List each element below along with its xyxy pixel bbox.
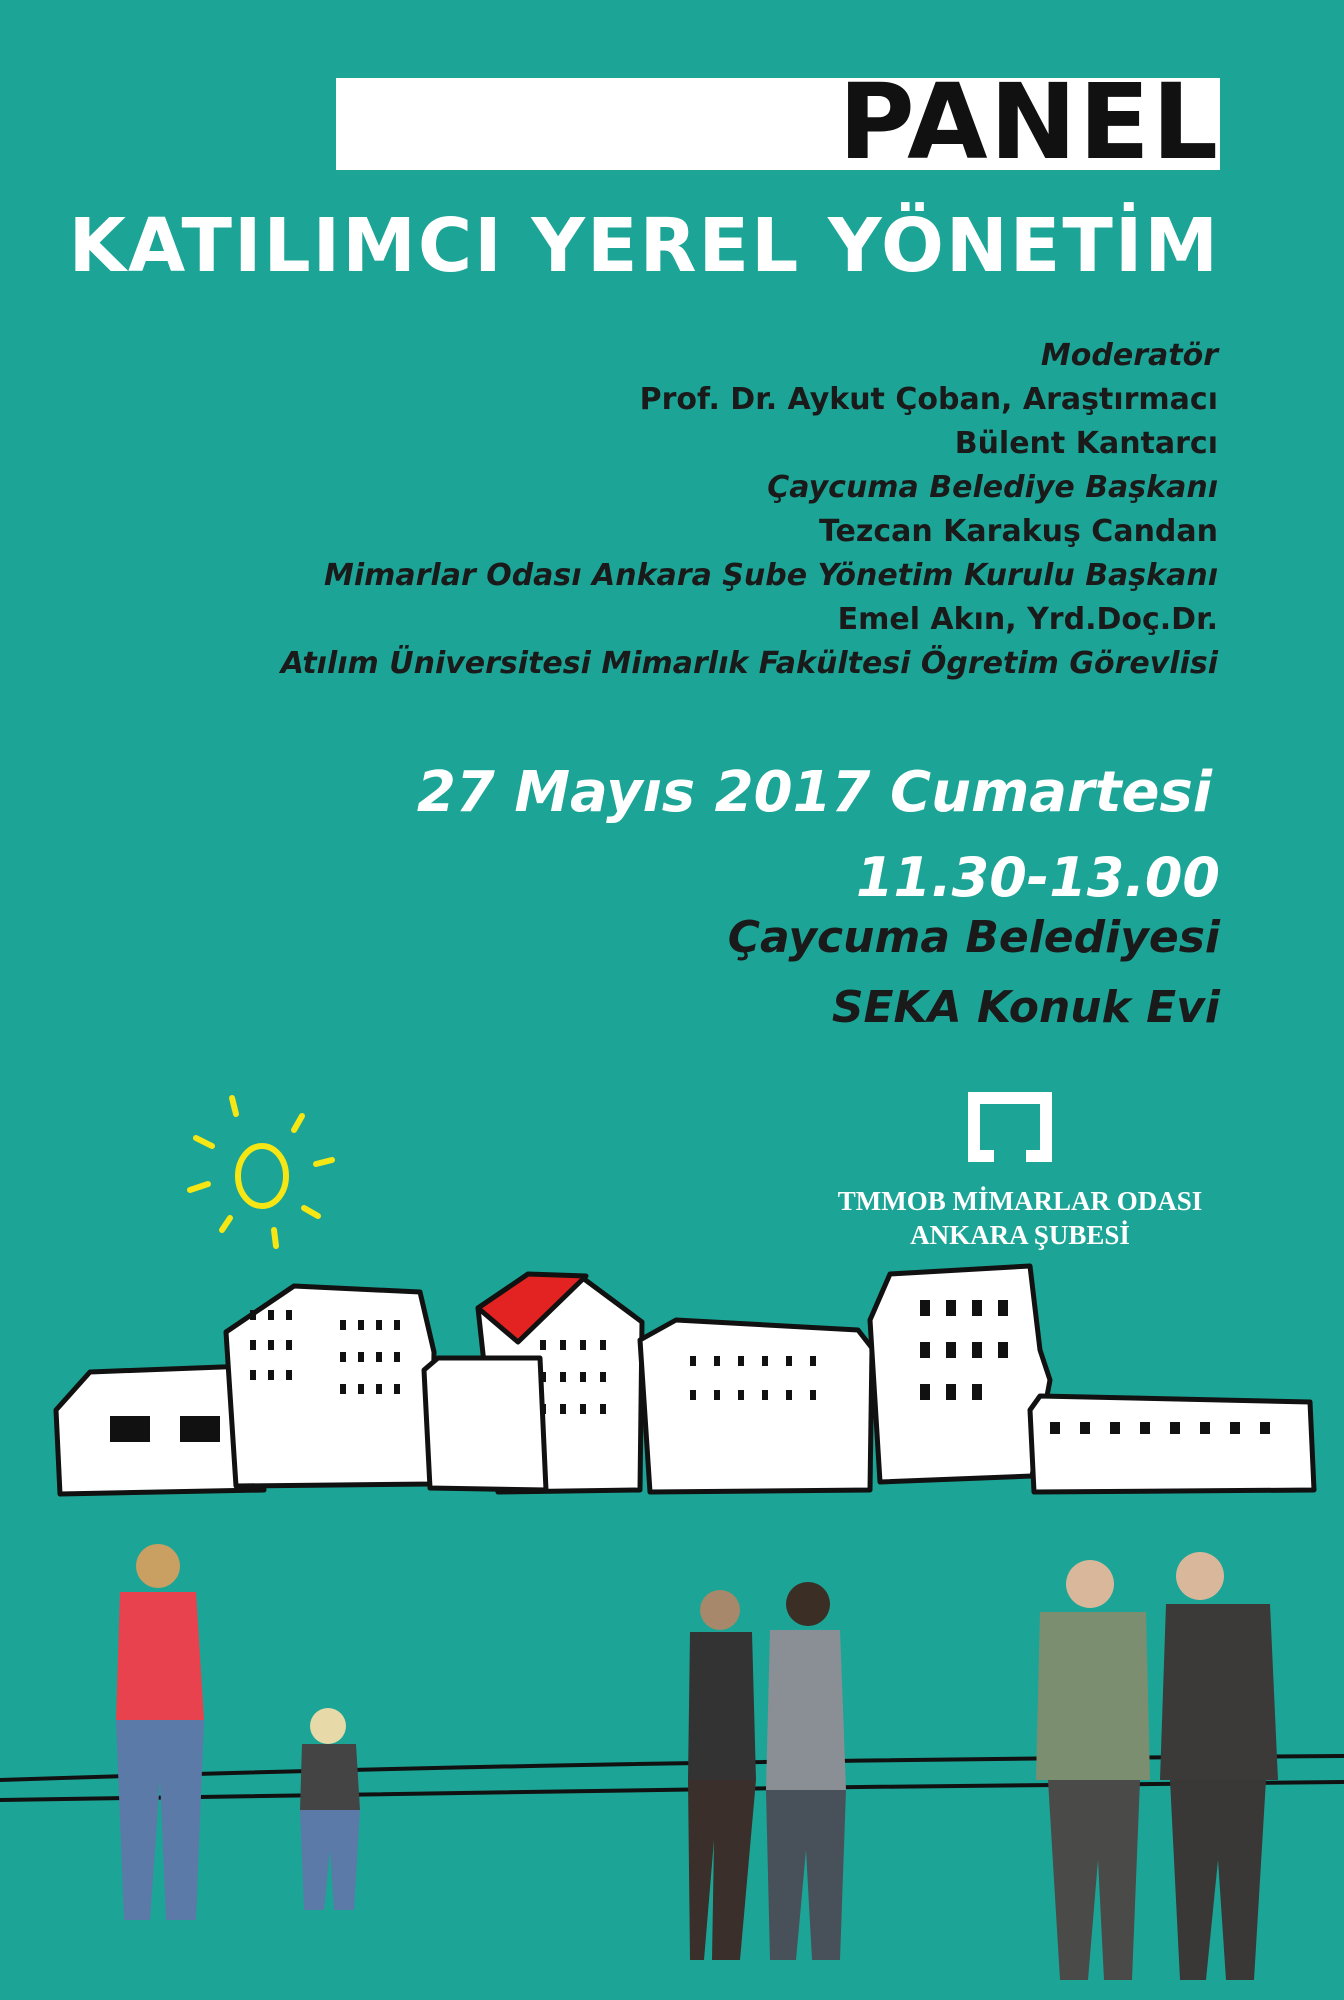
venue-name: Çaycuma Belediyesi	[727, 912, 1220, 963]
speaker-line: Moderatör	[1040, 338, 1218, 373]
speaker-line: Mimarlar Odası Ankara Şube Yönetim Kurulu Başkanı	[324, 558, 1218, 593]
speaker-line: Atılım Üniversitesi Mimarlık Fakültesi Ögretim Görevlisi	[280, 646, 1218, 681]
speaker-line: Tezcan Karakuş Candan	[819, 514, 1218, 549]
organizer-name: TMMOB MİMARLAR ODASI	[837, 1186, 1203, 1216]
panel-label: PANEL	[838, 61, 1220, 183]
event-time: 11.30-13.00	[855, 846, 1220, 909]
building	[640, 1320, 872, 1492]
city-illustration	[0, 1080, 1344, 2000]
speaker-list	[218, 334, 1218, 686]
venue-building: SEKA Konuk Evi	[831, 982, 1220, 1033]
child-figure	[300, 1708, 360, 1910]
event-date: 27 Mayıs 2017 Cumartesi	[416, 760, 1212, 825]
building	[424, 1358, 546, 1490]
speaker-line: Prof. Dr. Aykut Çoban, Araştırmacı	[639, 382, 1218, 417]
speaker-line: Bülent Kantarcı	[954, 426, 1218, 461]
path-line	[0, 1782, 1344, 1800]
speaker-line: Emel Akın, Yrd.Doç.Dr.	[837, 602, 1218, 637]
woman-figure	[116, 1544, 204, 1920]
couple-figure	[688, 1582, 846, 1960]
speaker-line: Çaycuma Belediye Başkanı	[767, 470, 1218, 505]
building	[226, 1286, 434, 1486]
building	[870, 1266, 1050, 1482]
sun-icon	[190, 1098, 332, 1246]
organizer-branch: ANKARA ŞUBESİ	[910, 1220, 1130, 1250]
building	[1030, 1396, 1314, 1492]
elderly-men-figure	[1036, 1552, 1278, 1980]
event-title: KATILIMCI YEREL YÖNETİM	[68, 203, 1220, 289]
